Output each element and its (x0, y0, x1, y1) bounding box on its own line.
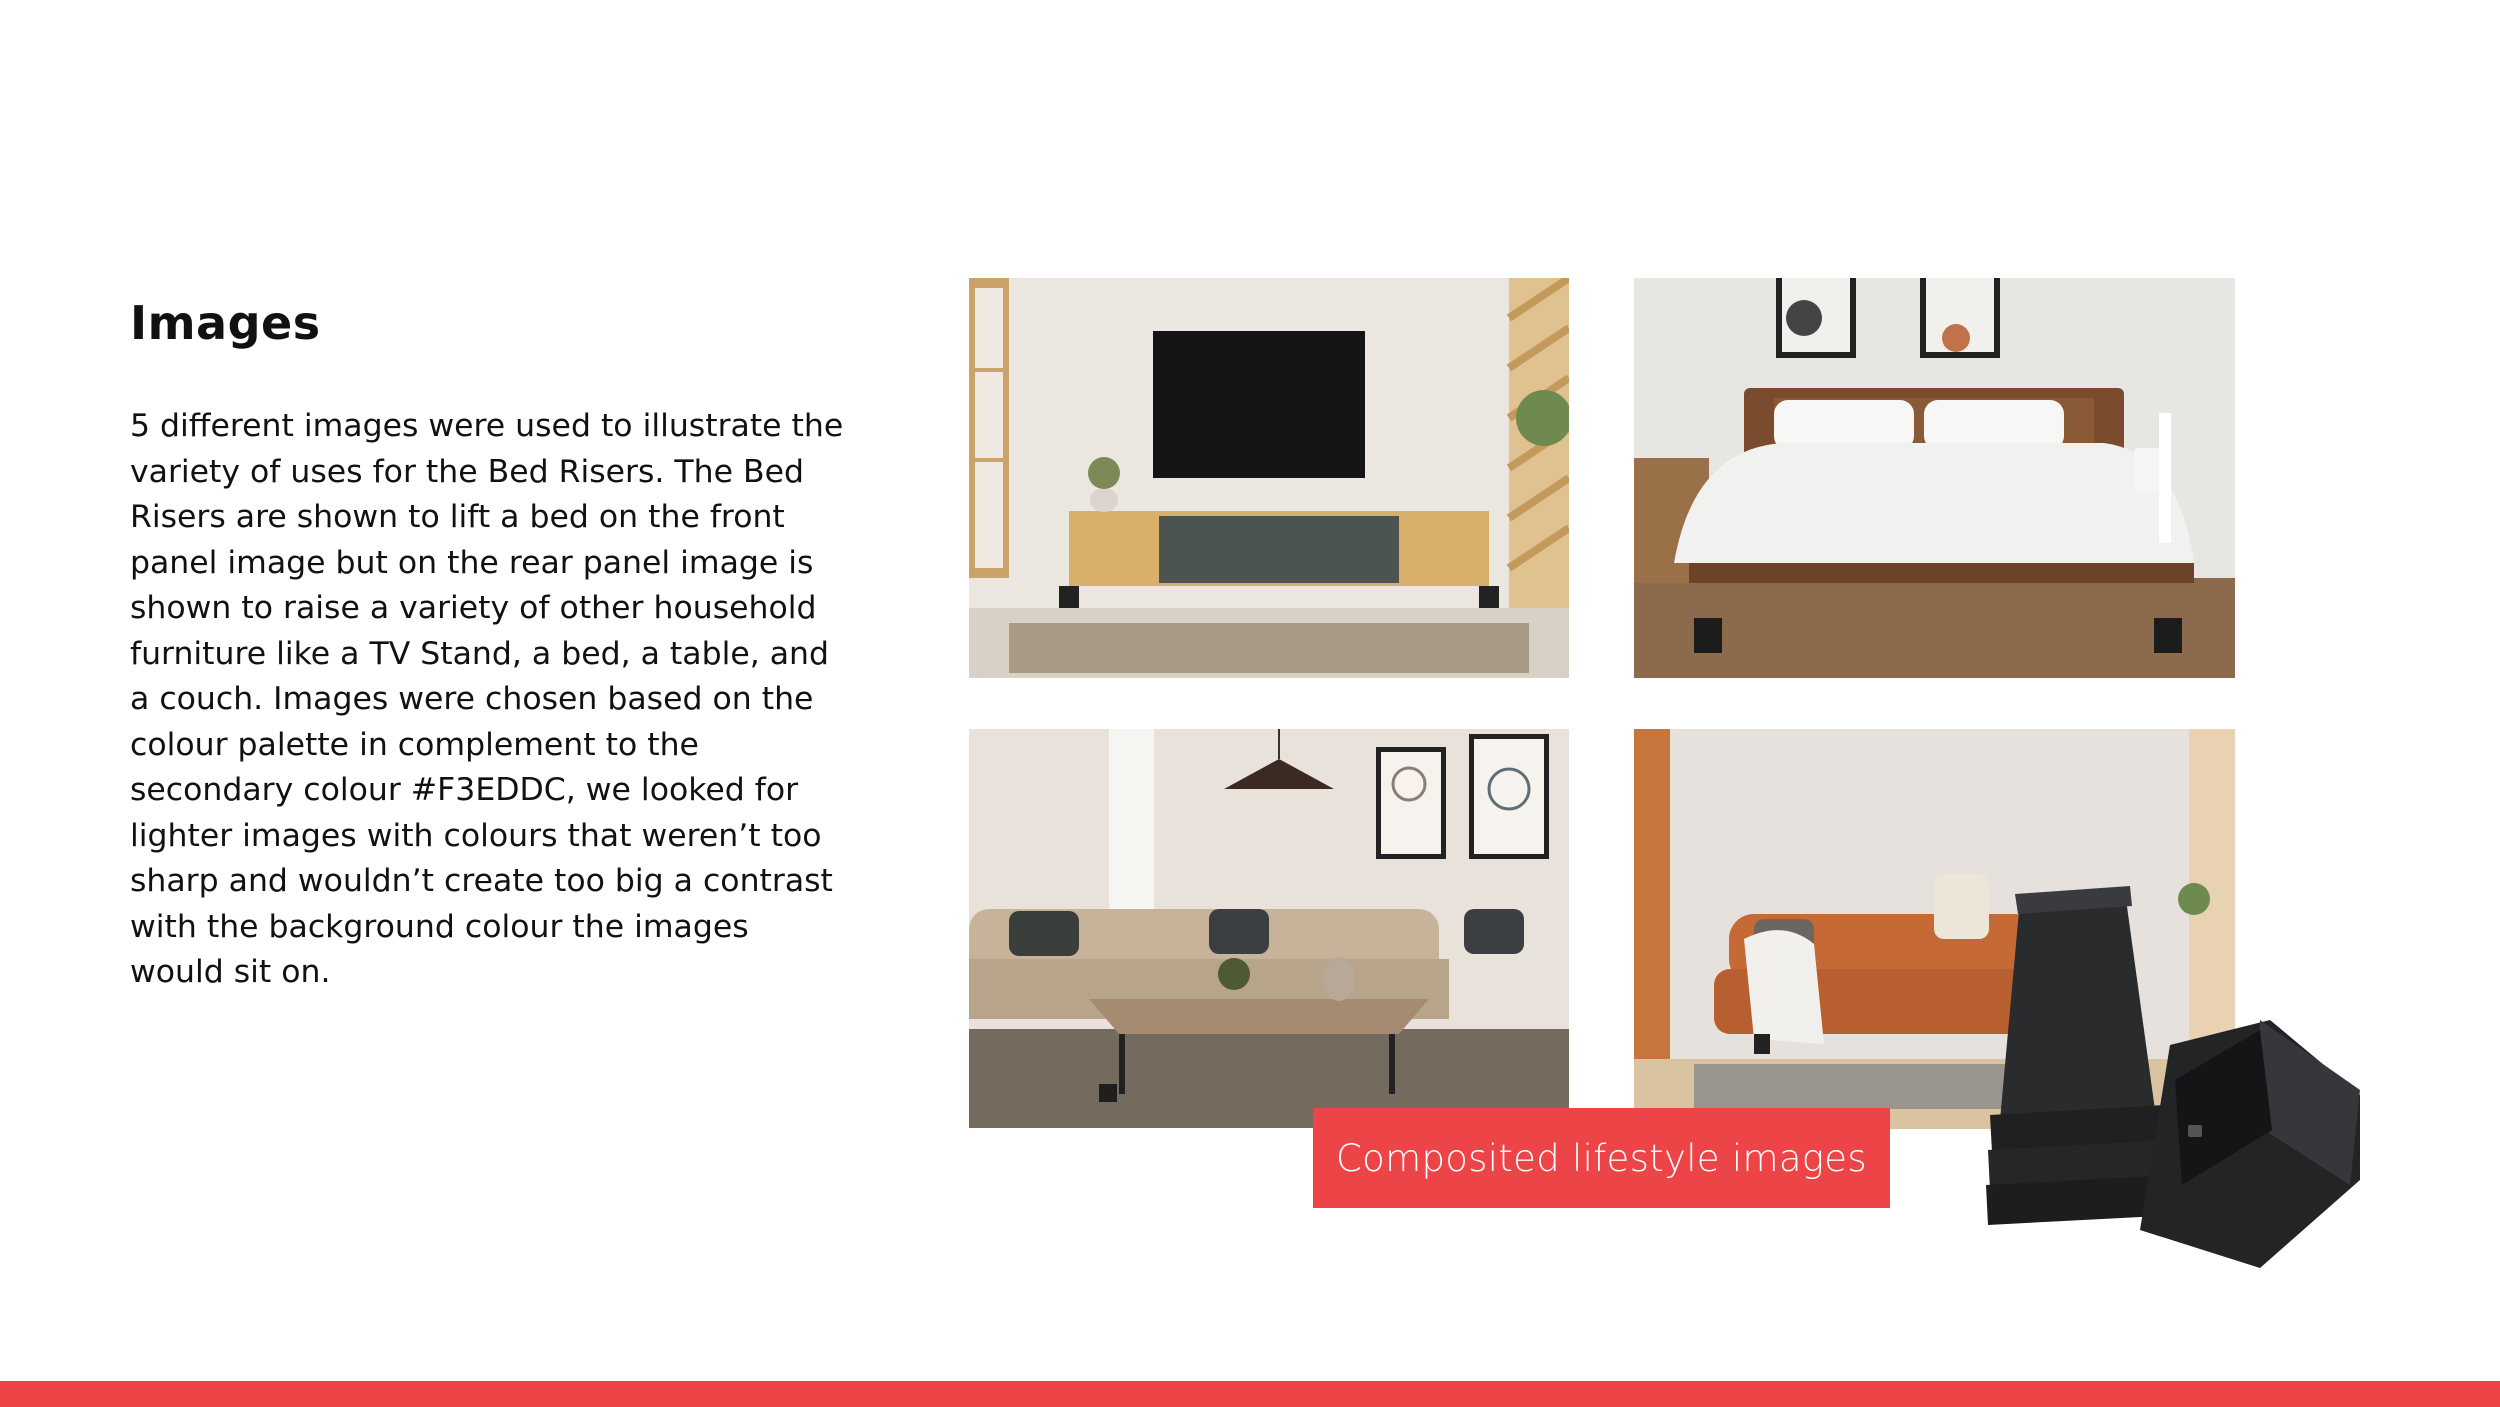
tv-stand-photo (969, 278, 1569, 678)
living-room-photo (969, 729, 1569, 1128)
caption-label: Composited lifestyle images (1313, 1108, 1890, 1208)
bed-risers-product (1960, 880, 2380, 1280)
bed-photo (1634, 278, 2235, 678)
riser-tipped (2140, 1020, 2360, 1268)
page-title: Images (130, 296, 321, 350)
description-paragraph: 5 different images were used to illustrate the variety of uses for the Bed Risers. The Bed Risers are shown to lift a bed on the front panel image but on the rear panel image is shown to raise a variety of other household furniture like a TV Stand, a bed, a table, and a couch. Images were chosen based on the colour palette in complement to the secondary colour #F3EDDC, we looked for lighter images with colours that weren’t too sharp and wouldn’t create too big a contrast with the background colour the images would sit on. (130, 408, 844, 990)
bottom-accent-bar (0, 1381, 2500, 1407)
